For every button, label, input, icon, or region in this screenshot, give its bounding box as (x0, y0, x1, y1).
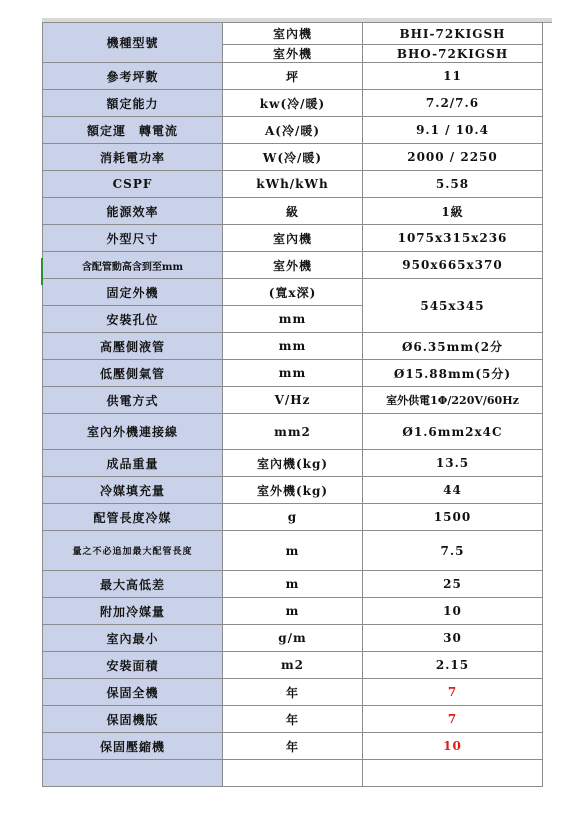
label-cell[interactable]: 外型尺寸 (43, 225, 223, 252)
unit-cell[interactable]: kw(冷/暖) (223, 90, 363, 117)
unit-cell[interactable]: mm (223, 333, 363, 360)
label-cell[interactable]: 能源效率 (43, 198, 223, 225)
unit-cell[interactable]: m (223, 531, 363, 571)
value-cell[interactable]: 30 (363, 625, 543, 652)
label-cell[interactable]: 保固全機 (43, 679, 223, 706)
unit-cell[interactable]: m (223, 598, 363, 625)
value-cell[interactable]: 44 (363, 477, 543, 504)
label-cell[interactable]: 消耗電功率 (43, 144, 223, 171)
value-cell[interactable]: 13.5 (363, 450, 543, 477)
label-cell[interactable]: 固定外機 (43, 279, 223, 306)
label-cell[interactable]: 機種型號 (43, 23, 223, 63)
label-cell[interactable]: CSPF (43, 171, 223, 198)
unit-cell[interactable]: 室內機(kg) (223, 450, 363, 477)
unit-cell[interactable]: 坪 (223, 63, 363, 90)
label-cell[interactable]: 安裝孔位 (43, 306, 223, 333)
label-cell[interactable]: 室內最小 (43, 625, 223, 652)
value-cell[interactable]: 室外供電1Φ/220V/60Hz (363, 387, 543, 414)
value-cell[interactable]: 10 (363, 598, 543, 625)
value-cell[interactable]: BHO-72KIGSH (363, 45, 543, 63)
label-cell[interactable]: 配管長度冷媒 (43, 504, 223, 531)
unit-cell[interactable]: kWh/kWh (223, 171, 363, 198)
unit-cell[interactable]: 室外機 (223, 45, 363, 63)
label-cell[interactable]: 供電方式 (43, 387, 223, 414)
label-cell[interactable]: 成品重量 (43, 450, 223, 477)
unit-cell[interactable]: W(冷/暖) (223, 144, 363, 171)
unit-cell[interactable]: 年 (223, 706, 363, 733)
value-cell[interactable]: 545x345 (363, 279, 543, 333)
spec-table (42, 22, 543, 787)
empty-label-cell[interactable] (43, 760, 223, 787)
unit-cell[interactable]: 年 (223, 679, 363, 706)
empty-value-cell[interactable] (363, 760, 543, 787)
value-cell[interactable]: 2.15 (363, 652, 543, 679)
unit-cell[interactable]: g/m (223, 625, 363, 652)
label-cell[interactable]: 最大高低差 (43, 571, 223, 598)
warranty-value-cell[interactable]: 7 (363, 706, 543, 733)
label-cell[interactable]: 冷媒填充量 (43, 477, 223, 504)
selected-row-marker (41, 258, 43, 285)
label-cell[interactable]: 保固壓縮機 (43, 733, 223, 760)
label-cell[interactable]: 附加冷媒量 (43, 598, 223, 625)
value-cell[interactable]: Ø15.88mm(5分) (363, 360, 543, 387)
unit-cell[interactable]: m (223, 571, 363, 598)
value-cell[interactable]: 7.2/7.6 (363, 90, 543, 117)
unit-cell[interactable]: 室外機(kg) (223, 477, 363, 504)
value-cell[interactable]: Ø6.35mm(2分 (363, 333, 543, 360)
unit-cell[interactable]: (寬x深) (223, 279, 363, 306)
unit-cell[interactable]: mm (223, 306, 363, 333)
unit-cell[interactable]: 級 (223, 198, 363, 225)
value-cell[interactable]: 950x665x370 (363, 252, 543, 279)
value-cell[interactable]: 25 (363, 571, 543, 598)
value-cell[interactable]: 5.58 (363, 171, 543, 198)
warranty-value-cell[interactable]: 7 (363, 679, 543, 706)
label-cell[interactable]: 含配管動高含到至mm (43, 252, 223, 279)
value-cell[interactable]: 1500 (363, 504, 543, 531)
value-cell[interactable]: 11 (363, 63, 543, 90)
value-cell[interactable]: 1075x315x236 (363, 225, 543, 252)
label-cell[interactable]: 參考坪數 (43, 63, 223, 90)
label-cell[interactable]: 高壓側液管 (43, 333, 223, 360)
value-cell[interactable]: BHI-72KIGSH (363, 23, 543, 45)
unit-cell[interactable]: g (223, 504, 363, 531)
label-cell[interactable]: 低壓側氣管 (43, 360, 223, 387)
unit-cell[interactable]: 室內機 (223, 23, 363, 45)
unit-cell[interactable]: 年 (223, 733, 363, 760)
unit-cell[interactable]: mm2 (223, 414, 363, 450)
empty-unit-cell[interactable] (223, 760, 363, 787)
label-cell[interactable]: 保固機版 (43, 706, 223, 733)
unit-cell[interactable]: mm (223, 360, 363, 387)
unit-cell[interactable]: m2 (223, 652, 363, 679)
warranty-value-cell[interactable]: 10 (363, 733, 543, 760)
value-cell[interactable]: 9.1 / 10.4 (363, 117, 543, 144)
value-cell[interactable]: Ø1.6mm2x4C (363, 414, 543, 450)
label-cell[interactable]: 額定運 轉電流 (43, 117, 223, 144)
value-cell[interactable]: 1級 (363, 198, 543, 225)
label-cell[interactable]: 量之不必追加最大配管長度 (43, 531, 223, 571)
label-cell[interactable]: 額定能力 (43, 90, 223, 117)
label-cell[interactable]: 安裝面積 (43, 652, 223, 679)
unit-cell[interactable]: V/Hz (223, 387, 363, 414)
label-cell[interactable]: 室內外機連接線 (43, 414, 223, 450)
value-cell[interactable]: 2000 / 2250 (363, 144, 543, 171)
value-cell[interactable]: 7.5 (363, 531, 543, 571)
unit-cell[interactable]: A(冷/暖) (223, 117, 363, 144)
unit-cell[interactable]: 室外機 (223, 252, 363, 279)
unit-cell[interactable]: 室內機 (223, 225, 363, 252)
